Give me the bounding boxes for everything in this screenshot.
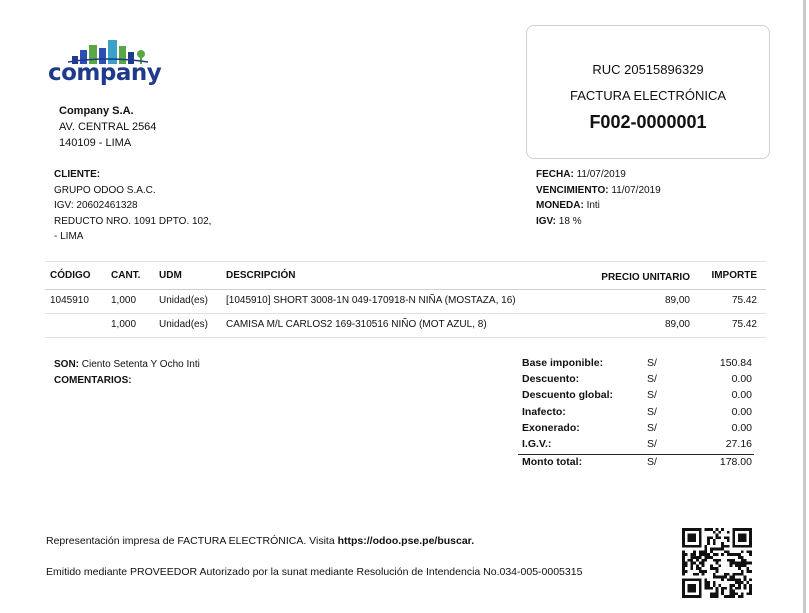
comments-label: COMENTARIOS: [54,374,132,386]
son-line: SON: Ciento Setenta Y Ocho Inti [54,359,200,370]
total-row: Inafecto: S/ 0.00 [522,405,752,418]
meta-vencimiento: VENCIMIENTO: 11/07/2019 [536,184,661,196]
company-logo [48,38,162,92]
client-label: CLIENTE: [54,169,101,180]
footer-link[interactable]: https://odoo.pse.pe/buscar. [337,535,475,547]
meta-igv: IGV: 18 % [536,215,582,227]
document-header-box [526,25,770,159]
qr-code [682,528,752,598]
company-name: Company S.A. [59,105,134,117]
cell-code: 1045910 [50,295,89,306]
footer-authorization: Emitido mediante PROVEEDOR Autorizado por la sunat mediante Resolución de Intendencia No.034-005-0005315 [46,566,583,578]
cell-cant: 1,000 [111,319,137,330]
cell-desc: [1045910] SHORT 3008-1N 049-170918-N NIÑA (MOSTAZA, 16) [226,295,516,306]
invoice-meta [536,167,661,229]
cell-imp: 75.42 [731,295,757,306]
header-cant: CANT. [111,270,141,281]
meta-fecha: FECHA: 11/07/2019 [536,169,626,180]
cell-udm: Unidad(es) [159,319,208,330]
company-info [59,103,156,151]
total-row: Descuento global: S/ 0.00 [522,389,752,402]
cell-udm: Unidad(es) [159,295,208,306]
ruc-number: RUC 20515896329 [592,62,704,77]
total-row: Base imponible: S/ 150.84 [522,357,752,369]
cell-pu: 89,00 [664,319,690,330]
header-desc: DESCRIPCIÓN [226,270,296,281]
items-header [45,261,766,290]
amount-in-words [54,357,200,388]
client-name: GRUPO ODOO S.A.C. [54,184,156,196]
company-city: 140109 - LIMA [59,137,132,149]
total-row: I.G.V.: S/ 27.16 [522,437,752,450]
client-info [54,167,211,245]
grand-total-row: Monto total: S/ 178.00 [518,454,754,471]
client-address: REDUCTO NRO. 1091 DPTO. 102, [54,215,212,227]
totals-table [518,356,754,471]
header-pu: PRECIO UNITARIO [601,272,690,283]
document-number: F002-0000001 [589,112,707,132]
header-imp: IMPORTE [711,270,757,281]
client-city: - LIMA [54,231,84,242]
document-type: FACTURA ELECTRÓNICA [569,88,727,103]
table-row [45,290,766,314]
items-table [45,261,766,338]
client-igv: IGV: 20602461328 [54,200,138,211]
qr-code-icon [682,528,752,598]
cell-pu: 89,00 [664,295,690,306]
cell-cant: 1,000 [111,295,137,306]
cell-desc: CAMISA M/L CARLOS2 169-310516 NIÑO (MOT AZUL, 8) [226,319,487,330]
total-row: Descuento: S/ 0.00 [522,373,752,386]
header-code: CÓDIGO [50,270,91,281]
footer-representation: Representación impresa de FACTURA ELECTRÓNICA. Visita https://odoo.pse.pe/buscar. [46,535,475,547]
company-address: AV. CENTRAL 2564 [59,121,157,133]
total-row: Exonerado: S/ 0.00 [522,421,752,434]
header-udm: UDM [159,270,182,281]
logo-text: company [48,60,162,86]
meta-moneda: MONEDA: Inti [536,200,600,211]
table-row [45,314,766,338]
cell-imp: 75.42 [731,319,757,330]
